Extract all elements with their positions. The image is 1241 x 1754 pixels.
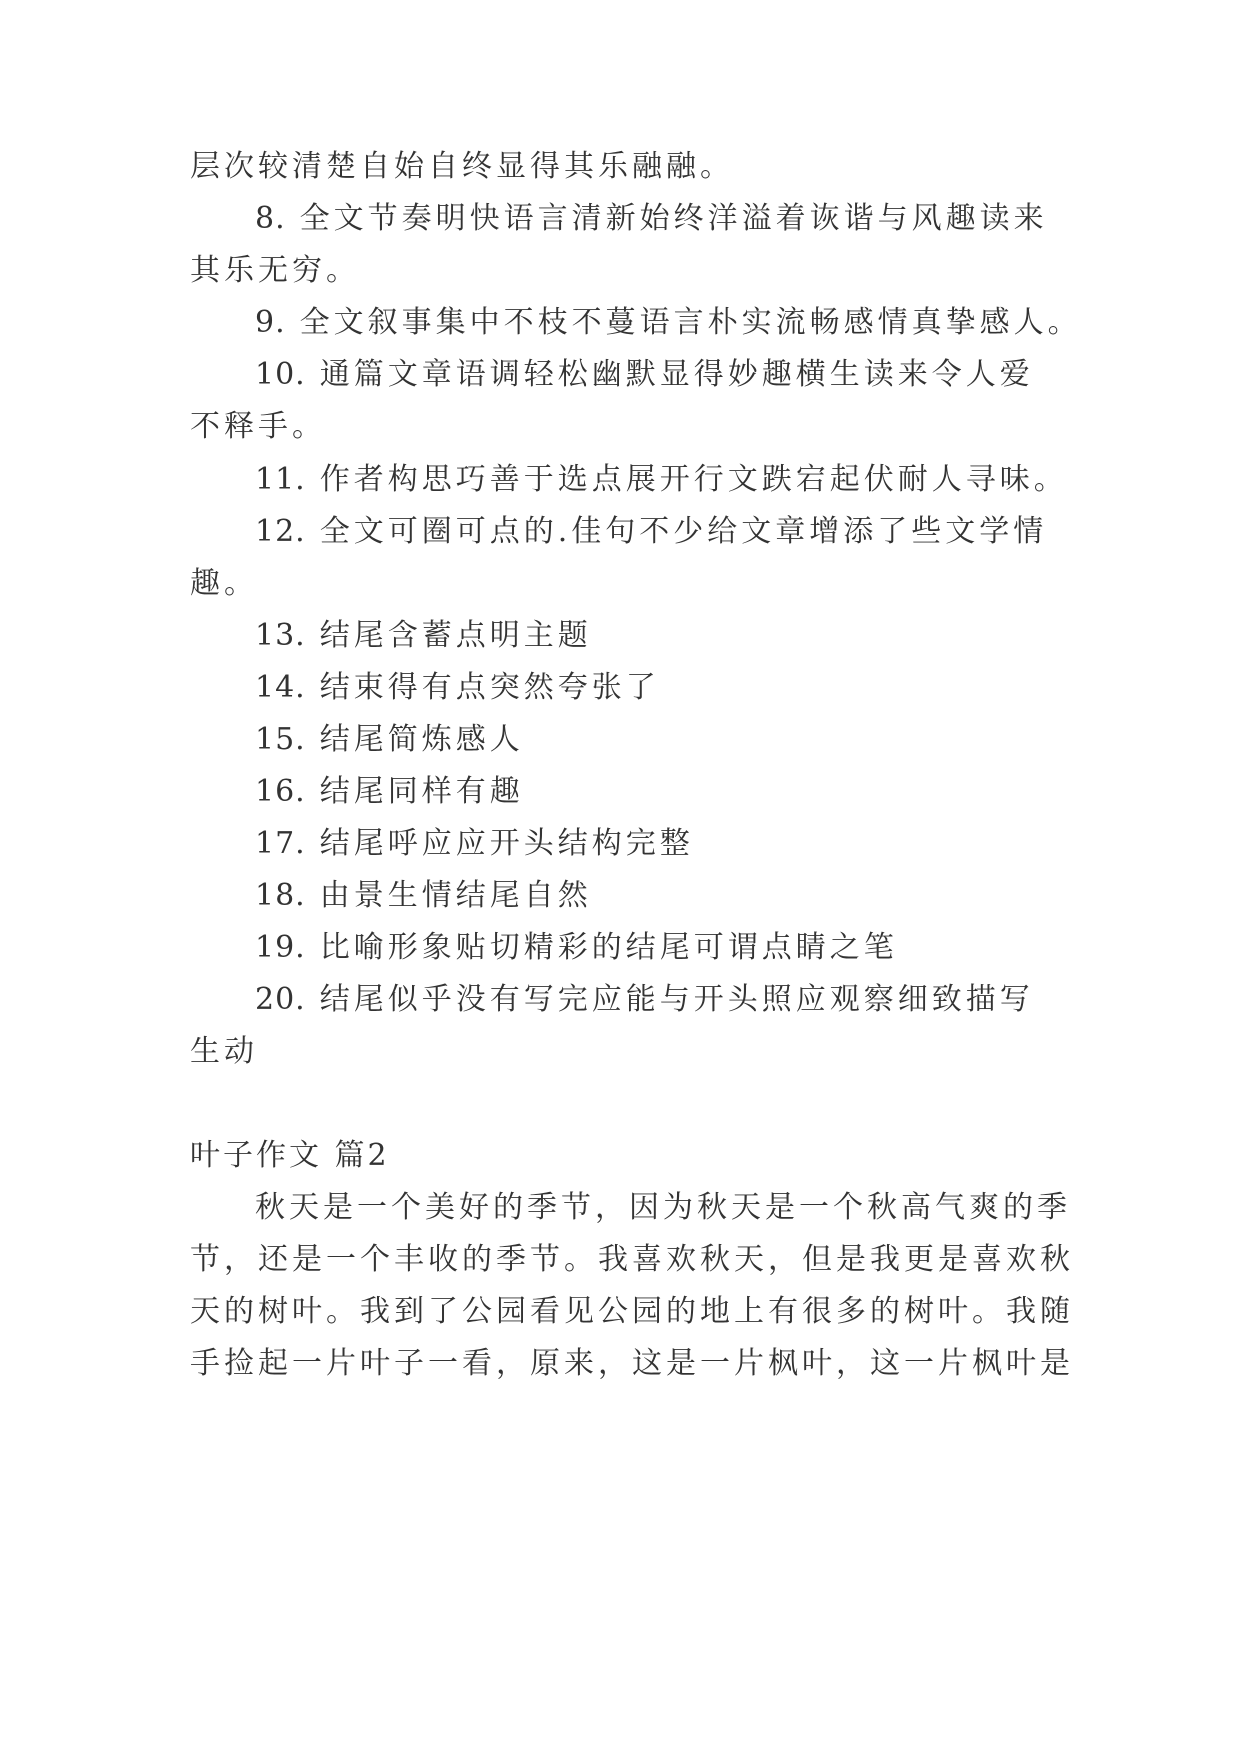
item-text: 结尾同样有趣: [319, 774, 524, 809]
list-item: [255, 772, 1135, 812]
item-number: 8.: [255, 201, 286, 236]
item-number: 18.: [255, 878, 306, 913]
item-text: 结束得有点突然夸张了: [319, 670, 660, 705]
line-text: 其乐无穷。: [190, 253, 360, 288]
item-number: 12.: [255, 514, 306, 549]
paragraph-line: 手捡起一片叶子一看，原来，这是一片枫叶，这一片枫叶是: [190, 1346, 1074, 1381]
item-number: 10.: [255, 357, 306, 392]
item-number: 16.: [255, 774, 306, 809]
text-line: [190, 564, 1070, 604]
line-text: 不释手。: [190, 409, 326, 444]
line-text: 生动: [190, 1034, 258, 1069]
list-item: [255, 355, 1135, 395]
item-number: 14.: [255, 670, 306, 705]
text-line: [190, 407, 1070, 447]
text-line: [190, 1032, 1070, 1072]
item-number: 11.: [255, 462, 306, 497]
paragraph-line: 节，还是一个丰收的季节。我喜欢秋天，但是我更是喜欢秋: [190, 1242, 1074, 1277]
list-item: [255, 199, 1135, 239]
paragraph-line: 秋天是一个美好的季节，因为秋天是一个秋高气爽的季: [255, 1190, 1071, 1225]
line-text: 趣。: [190, 566, 258, 601]
list-item: [255, 460, 1135, 500]
text-line: [190, 251, 1070, 291]
item-text: 通篇文章语调轻松幽默显得妙趣横生读来令人爱: [319, 357, 1034, 392]
section-heading: 叶子作文 篇2: [190, 1138, 390, 1173]
item-number: 20.: [255, 982, 306, 1017]
list-item: [255, 303, 1135, 343]
item-number: 9.: [255, 305, 286, 340]
item-text: 由景生情结尾自然: [319, 878, 592, 913]
item-text: 全文叙事集中不枝不蔓语言朴实流畅感情真挚感人。: [299, 305, 1082, 340]
item-number: 15.: [255, 722, 306, 757]
item-text: 结尾简炼感人: [319, 722, 524, 757]
item-number: 13.: [255, 618, 306, 653]
list-item: [255, 512, 1135, 552]
list-item: [255, 720, 1135, 760]
item-text: 全文节奏明快语言清新始终洋溢着诙谐与风趣读来: [299, 201, 1048, 236]
item-number: 17.: [255, 826, 306, 861]
item-text: 作者构思巧善于选点展开行文跌宕起伏耐人寻味。: [319, 462, 1068, 497]
line-text: 层次较清楚自始自终显得其乐融融。: [190, 149, 734, 184]
item-text: 结尾呼应应开头结构完整: [319, 826, 694, 861]
item-text: 比喻形象贴切精彩的结尾可谓点睛之笔: [319, 930, 898, 965]
list-item: [255, 824, 1135, 864]
item-number: 19.: [255, 930, 306, 965]
list-item: [255, 616, 1135, 656]
item-text: 结尾含蓄点明主题: [319, 618, 592, 653]
item-text: 结尾似乎没有写完应能与开头照应观察细致描写: [319, 982, 1034, 1017]
list-item: [255, 980, 1135, 1020]
list-item: [255, 668, 1135, 708]
item-text: 全文可圈可点的.佳句不少给文章增添了些文学情: [319, 514, 1048, 549]
list-item: [255, 928, 1135, 968]
list-item: [255, 876, 1135, 916]
paragraph-line: 天的树叶。我到了公园看见公园的地上有很多的树叶。我随: [190, 1294, 1074, 1329]
text-line: [190, 147, 1070, 187]
